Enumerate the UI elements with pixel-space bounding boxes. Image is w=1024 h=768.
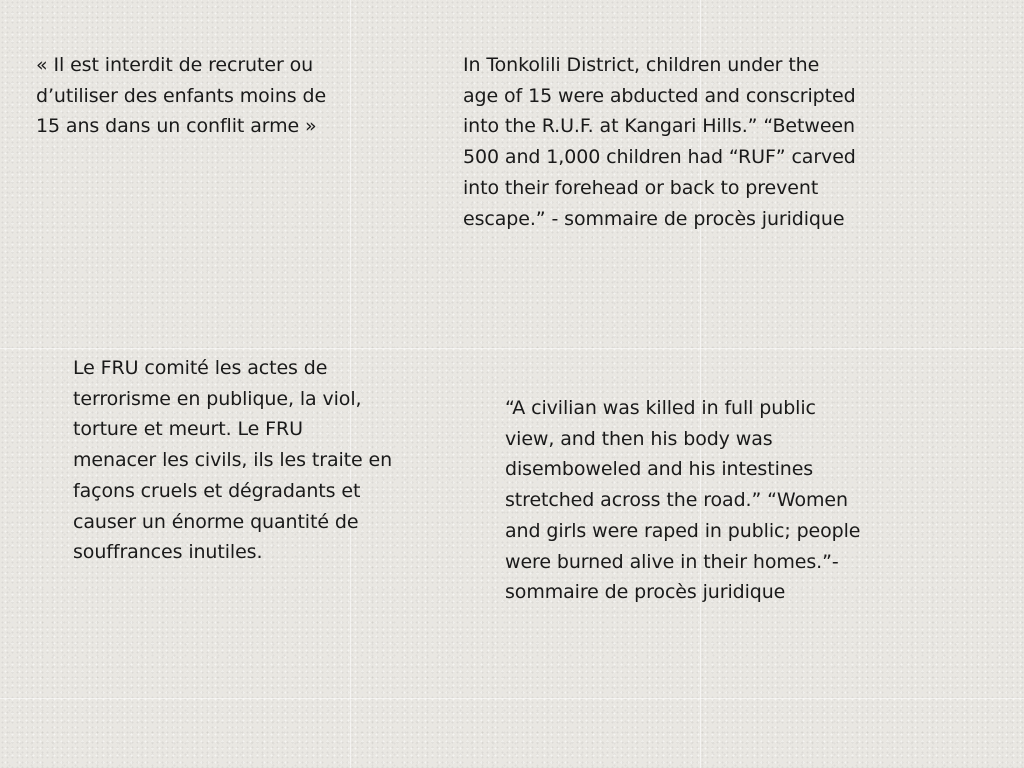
- quote-tonkolili-district: In Tonkolili District, children under the age of 15 were abducted and conscripted into the R.U.F. at Kangari Hills.” “Between 500 and 1,000 children had “RUF” carved into their forehead or back to prevent escape.” - sommaire de procès juridique: [463, 54, 856, 230]
- background-seam: [0, 698, 1024, 699]
- text-fru-terrorism: Le FRU comité les actes de terrorisme en publique, la viol, torture et meurt. Le FRU menacer les civils, ils les traite en façons cruels et dégradants et causer un énorme quantité de souffrances inutiles.: [73, 357, 393, 564]
- quote-civilian-killed: “A civilian was killed in full public view, and then his body was disemboweled and his intestines stretched across the road.” “Women and girls were raped in public; people were burned alive in their homes.”- sommaire de procès juridique: [505, 397, 861, 604]
- quote-french-law: « Il est interdit de recruter ou d’utiliser des enfants moins de 15 ans dans un conflit arme »: [36, 54, 327, 138]
- background-seam: [0, 348, 1024, 349]
